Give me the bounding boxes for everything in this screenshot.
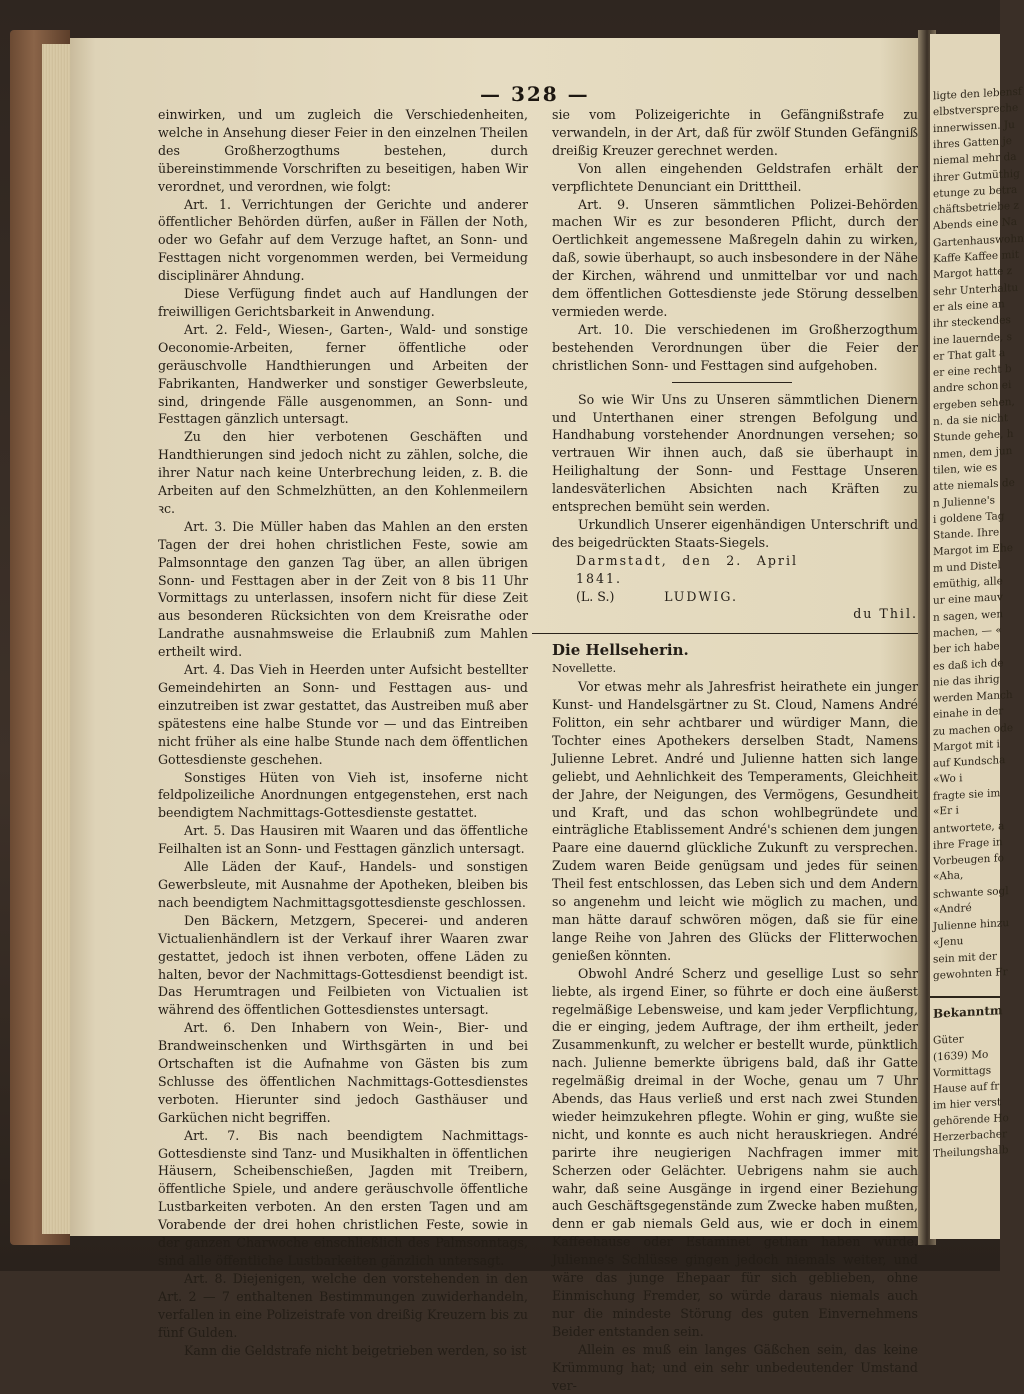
fragment-line: emüthig, alle [933, 575, 1003, 591]
fragment-line: Vorbeugen fo [933, 852, 1004, 868]
ordinance-continuation [552, 106, 918, 375]
fragment-line: tilen, wie es [933, 461, 998, 477]
fragment-line: ur eine mauv [933, 591, 1003, 608]
fragment-line: ine lauernde, s [933, 330, 1013, 347]
signer: LUDWIG. [664, 588, 738, 604]
fragment-line: Julienne hinzu [933, 917, 1010, 934]
paragraph: Art. 2. Feld-, Wiesen-, Garten-, Wald- und sonstige Oeconomie-Arbeiten, ferner öffentliche oder geräuschvolle Handthierungen und Arbeiten der Fabrikanten, Handwerker und sonstiger Gewerbsleute, sind, dringende Fälle ausgenommen, an Sonn- und Festtagen gänzlich untersagt. [158, 321, 528, 427]
fragment-line: m und Distel [933, 558, 1001, 575]
fragment-line: er als eine an [933, 298, 1005, 314]
paragraph: einwirken, und um zugleich die Verschiedenheiten, welche in Ansehung dieser Feier in den einzelnen Theilen des Großherzogthums bestehen, durch übereinstimmende Vorschriften zu beseitigen, haben Wir verordnet, und verordnen, wie folgt: [158, 107, 528, 194]
section-rule-long [532, 633, 920, 634]
paragraph: Obwohl André Scherz und gesellige Lust so sehr liebte, als irgend Einer, so führte er doch eine äußerst regelmäßige Lebensweise, und kam jeder Verpflichtung, die er einging, jedem Auftrage, der ihm ertheilt, jeder Zusammenkunft, zu welcher er bestellt wurde, pünktlich nach. Julienne bemerkte übrigens bald, daß ihr Gatte regelmäßig dreimal in der Woche, genau um 7 Uhr Abends, das Haus verließ und erst nach zwei Stunden wieder heimzukehren pflegte. Wohin er ging, wußte sie nicht, und konnte es auch nicht herauskriegen. André parirte ihre neugierigen Nachfragen immer mit Scherzen oder Gelächter. Uebrigens nahm sie auch wahr, daß seine Ausgänge in irgend einer Beziehung auch Geschäftsgegenstände zum Zwecke haben mußten, denn er gab niemals Geld aus, wie er doch in einem Kaffeehause oder Estaminet gethan haben würde. Julienne's Schlüsse gingen jedoch niemals weiter, und wäre das junge Ehepaar für sich geblieben, ohne Einmischung Fremder, so würde daraus niemals auch nur die mindeste Störung des guten Einvernehmens Beider entstanden sein. [552, 965, 918, 1339]
paragraph: Art. 5. Das Hausiren mit Waaren und das öffentliche Feilhalten ist an Sonn- und Festtagen gänzlich untersagt. [158, 823, 528, 857]
paragraph: Art. 1. Verrichtungen der Gerichte und anderer öffentlicher Behörden dürfen, außer in Fällen der Noth, oder wo Gefahr auf dem Verzuge haftet, an Sonn- und Festtagen nicht vorgenommen werden, bei Vermeidung disciplinärer Ahndung. [158, 196, 528, 284]
fragment-line: sein mit der [933, 950, 997, 966]
fragment-line: ihrer Gutmüthig [933, 167, 1020, 184]
fragment-line: ihre Frage in [933, 835, 1003, 852]
fragment-line: n Julienne's [933, 493, 996, 510]
paragraph: Art. 7. Bis nach beendigtem Nachmittags-Gottesdienste sind Tanz- und Musikhalten in öffentlichen Häusern, Scheibenschießen, Jagden mit Treibern, öffentliche Spiele, und andere geräuschvolle öffentliche Lustbarkeiten verboten. An den ersten Tagen und am Vorabende der drei hohen christlichen Feste, sowie in der ganzen Charwoche einschließlich des Palmsonntags, sind alle öffentliche Lustbarkeiten gänzlich untersagt. [158, 1127, 528, 1268]
fragment-line: Margot mit i [933, 738, 1000, 754]
fragment-line: er That galt a [933, 346, 1006, 363]
paragraph: Von allen eingehenden Geldstrafen erhält der verpflichtete Denunciant ein Dritttheil. [552, 160, 918, 194]
fragment-line: elbstverspreche [933, 102, 1019, 119]
fragment-notice-line: Güter [933, 1033, 964, 1047]
fragment-notice-header: Bekanntm [933, 1003, 1003, 1021]
fragment-line: etunge zu betra [933, 183, 1018, 201]
story-title: Die Hellseherin. [552, 641, 689, 660]
right-column [552, 106, 918, 1394]
paragraph: Art. 10. Die verschiedenen im Großherzogthum bestehenden Verordnungen über die Feier der christlichen Sonn- und Festtagen sind aufgehoben. [552, 321, 918, 373]
paragraph: Art. 8. Diejenigen, welche den vorstehenden in den Art. 2 — 7 enthaltenen Bestimmungen zuwiderhandeln, verfallen in eine Polizeistrafe von dreißig Kreuzern bis zu fünf Gulden. [158, 1270, 528, 1340]
place-date: Darmstadt, den 2. April 1841. [576, 552, 798, 586]
fragment-line: machen, — « [933, 624, 1002, 640]
story-subtitle: Novellette. [552, 661, 617, 676]
left-column [158, 106, 528, 1359]
fragment-line: ergeben sehen, [933, 395, 1015, 412]
fragment-line: andre schon ei [933, 379, 1012, 396]
fragment-line: i goldene Tag [933, 509, 1005, 526]
fragment-line: fragte sie im [933, 787, 1001, 803]
fragment-line: chäftsbetriebe z [933, 199, 1019, 217]
fragment-line: «André [933, 901, 972, 917]
fragment-line: er eine recht b [933, 363, 1012, 380]
fragment-line: werden Manch [933, 689, 1013, 706]
signature-line-2 [552, 588, 918, 606]
fragment-line: gewohnten Fr [933, 966, 1008, 983]
fragment-line: n. da sie nicht [933, 412, 1009, 428]
fragment-line: «Wo i [933, 771, 963, 786]
fragment-line: nmen, dem jun [933, 444, 1013, 461]
fragment-line: innerwissen. Ju [933, 118, 1015, 135]
adjacent-page-fragment [930, 34, 1024, 1239]
signature-line-1 [552, 552, 918, 588]
fragment-rule [930, 996, 1000, 998]
page-number: — 328 — [480, 82, 590, 106]
paragraph: Allein es muß ein langes Gäßchen sein, das keine Krümmung hat; und ein sehr unbedeutender Umstand ver- [552, 1341, 918, 1393]
story-body [552, 678, 918, 1394]
fragment-line: Margot hatte z [933, 265, 1013, 282]
fragment-line: ligte den lebensf [933, 85, 1022, 103]
section-rule-short [672, 382, 792, 383]
fragment-line: es daß ich de [933, 656, 1004, 673]
paragraph: Alle Läden der Kauf-, Handels- und sonstigen Gewerbsleute, mit Ausnahme der Apotheken, bleiben bis nach beendigtem Nachmittagsgottesdienste geschlossen. [158, 859, 528, 910]
fragment-line: zu machen ode [933, 721, 1014, 738]
paragraph: sie vom Polizeigerichte in Gefängnißstrafe zu verwandeln, in der Art, daß für zwölf Stunden Gefängniß dreißig Kreuzer gerechnet werden. [552, 107, 918, 158]
seal: (L. S.) [576, 588, 615, 604]
fragment-line: antwortete, a [933, 819, 1005, 836]
fragment-line: ihr steckendes [933, 314, 1011, 331]
fragment-notice-line: (1639) Mo [933, 1048, 989, 1064]
fragment-line: Margot im Ehe [933, 542, 1013, 559]
paragraph: Kann die Geldstrafe nicht beigetrieben werden, so ist [184, 1342, 527, 1358]
fragment-line: Stunde gehe, h [933, 428, 1014, 445]
fragment-line: atte niemals de [933, 477, 1015, 494]
fragment-line: n sagen, wen [933, 607, 1004, 624]
fragment-notice-line: Herzerbacher [933, 1128, 1008, 1144]
fragment-line: Abends eine Na [933, 216, 1018, 233]
paragraph: Urkundlich Unserer eigenhändigen Unterschrift und des beigedrückten Staats-Siegels. [552, 516, 918, 550]
fragment-line: «Jenu [933, 934, 964, 949]
paragraph: Diese Verfügung findet auch auf Handlungen der freiwilligen Gerichtsbarkeit in Anwendung. [158, 286, 528, 319]
paragraph: Art. 6. Den Inhabern von Wein-, Bier- und Brandweinschenken und Wirthsgärten in und bei Ortschaften ist die Aufnahme von Gästen bis zum Schlusse des öffentlichen Nachmittags-Gottesdienstes verboten. Hierunter sind jedoch Gasthäuser und Garküchen nicht begriffen. [158, 1020, 528, 1125]
paragraph: Art. 9. Unseren sämmtlichen Polizei-Behörden machen Wir es zur besonderen Pflicht, durch der Oertlichkeit angemessene Maßregeln dahin zu wirken, daß, sowie überhaupt, so auch insbesondere in der Nähe der Kirchen, während und unmittelbar vor und nach dem öffentlichen Gottesdienste jede Störung desselben vermieden werde. [552, 196, 918, 319]
paragraph: Vor etwas mehr als Jahresfrist heirathete ein junger Kunst- und Handelsgärtner zu St. Cloud, Namens André Folitton, ein sehr achtbarer und würdiger Mann, die Tochter eines Apothekers derselben Stadt, Namens Julienne Lebret. André und Julienne hatten sich lange geliebt, und Aehnlichkeit des Temperaments, Gleichheit der Jahre, der Neigungen, des Vermögens, Gesundheit und Kraft, und das schon wohlbegründete und einträgliche Etablissement André's schienen dem jungen Paare eine dauernd glückliche Zukunft zu versprechen. Zudem waren Beide genügsam und jedes für seinen Theil fest entschlossen, das Leben sich und dem Andern so angenehm und leicht wie möglich zu machen, und man hätte darauf schwören mögen, daß sie für eine lange Reihe von Jahren des Glücks der Flitterwochen genießen könnten. [552, 679, 918, 963]
paragraph: Art. 3. Die Müller haben das Mahlen an den ersten Tagen der drei hohen christlichen Feste, sowie am Palmsonntage den ganzen Tag über, an allen übrigen Sonn- und Festtagen aber in der Zeit von 8 bis 11 Uhr Vormittags zu unterlassen, insofern nicht für diese Zeit aus besonderen Rücksichten von dem Kreisrathe oder Landrathe ausnahmsweise die Erlaubniß zum Mahlen ertheilt wird. [158, 518, 528, 660]
fragment-notice-line: gehörende Ho [933, 1112, 1009, 1128]
fragment-line: Stande. Ihre [933, 526, 1000, 542]
fragment-line: einahe in der [933, 705, 1004, 722]
fragment-line: Kaffe Kaffee mit [933, 248, 1019, 266]
fragment-notice-line: im hier verst [933, 1096, 1002, 1112]
fragment-line: «Er i [933, 804, 959, 818]
fragment-line: «Aha, [933, 869, 964, 884]
fragment-line: nie das ihrig [933, 673, 1000, 689]
fragment-line: sehr Unterhaltu [933, 281, 1019, 298]
fragment-line: ber ich habe [933, 640, 1000, 656]
fragment-notice-line: Theilungshalb [933, 1144, 1009, 1160]
paragraph: Den Bäckern, Metzgern, Specerei- und anderen Victualienhändlern ist der Verkauf ihrer Waaren zwar gestattet, jedoch ist ihnen verboten, offene Läden zu halten, bevor der Nachmittags-Gottesdienst beendigt ist. Das Herumtragen und Feilbieten von Victualien ist während des öffentlichen Gottesdienstes untersagt. [158, 912, 528, 1018]
fragment-line: auf Kundscha [933, 754, 1006, 771]
fragment-line: niemal mehr da [933, 150, 1017, 168]
paragraph: So wie Wir Uns zu Unseren sämmtlichen Dienern und Unterthanen einer strengen Befolgung und Handhabung vorstehender Anordnungen versehen; so vertrauen Wir ihnen auch, daß sie überhaupt in Heilighaltung der Sonn- und Festtage Unseren landesväterlichen Absichten nach Kräften zu entsprechen bemüht sein werden. [552, 391, 918, 515]
fragment-line: Gartenhauswohn [933, 232, 1024, 250]
paragraph: Sonstiges Hüten von Vieh ist, insoferne nicht feldpolizeiliche Anordnungen entgegenstehen, erst nach beendigtem Nachmittags-Gottesdienste gestattet. [158, 769, 528, 821]
fragment-line: ihres Gatten je [933, 134, 1012, 151]
paragraph: Art. 4. Das Vieh in Heerden unter Aufsicht bestellter Gemeindehirten an Sonn- und Festtagen aus- und einzutreiben ist zwar gestattet, das Austreiben muß aber spätestens eine halbe Stunde vor — und das Eintreiben nicht früher als eine halbe Stunde nach dem öffentlichen Gottesdienste geschehen. [158, 662, 528, 767]
countersign: du Thil. [853, 606, 918, 622]
fragment-notice-line: Vormittags [933, 1064, 992, 1080]
fragment-notice-line: Hause auf fr [933, 1080, 1000, 1096]
paragraph: Zu den hier verbotenen Geschäften und Handthierungen sind jedoch nicht zu zählen, solche, die ihrer Natur nach keine Unterbrechung leiden, z. B. die Arbeiten auf den Schmelzhütten, an den Kohlenmeilern ꝛc. [158, 429, 528, 516]
fragment-line: schwante sogl [933, 884, 1009, 901]
ordinance-closing [552, 391, 918, 552]
